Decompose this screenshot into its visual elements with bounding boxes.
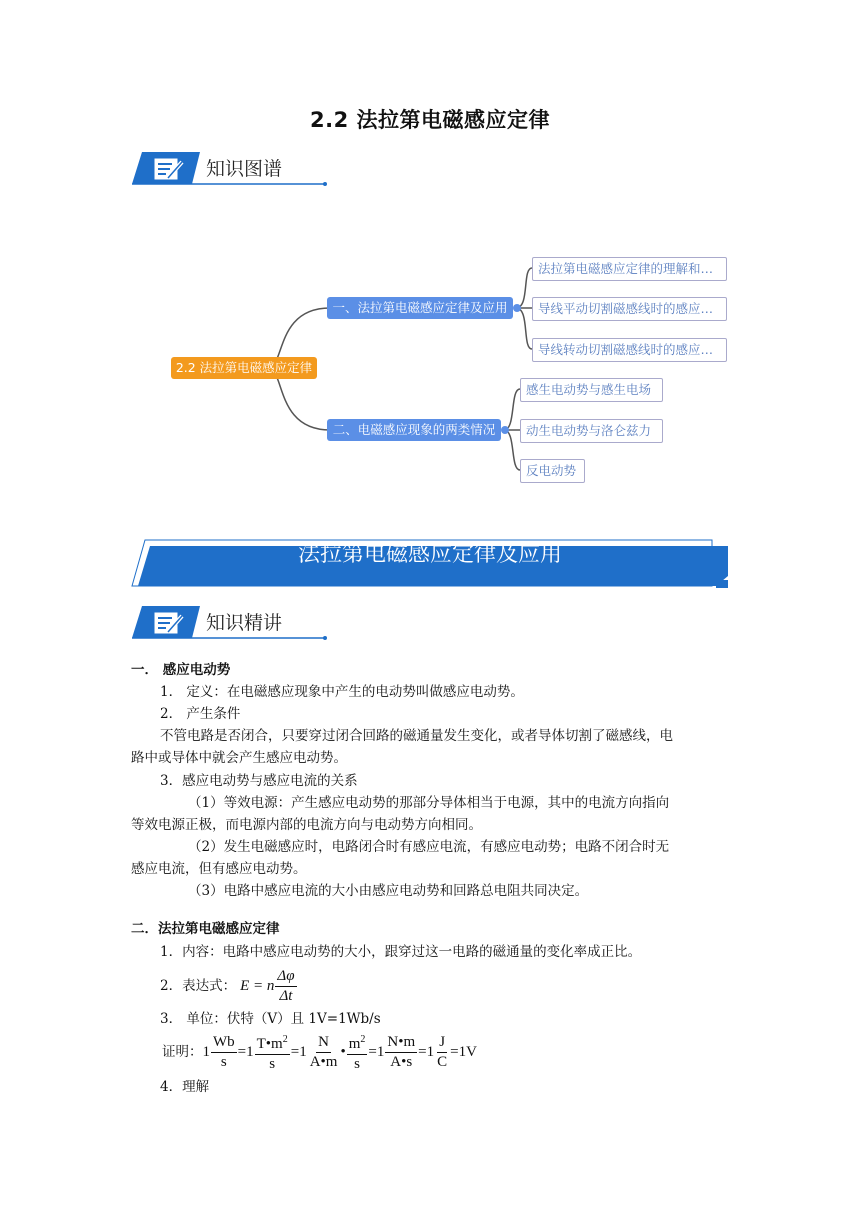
mindmap-root: 2.2 法拉第电磁感应定律: [171, 357, 317, 379]
paragraph: 1． 定义：在电磁感应现象中产生的电动势叫做感应电动势。: [160, 684, 524, 700]
formula-denominator: Δt: [279, 987, 293, 1004]
proof-line: [162, 1030, 477, 1074]
proof-formula: 1 $\frac{Wb}{s}$ =1 $\frac{T•m^2}{s}$ =1 $\frac{N}{A•m}$ • $\frac{m^2}{s}$ =1 $\frac{N•m}{A•s}$ =1 $\frac{J}{C}$ =1V: [203, 1030, 477, 1074]
paragraph: 不管电路是否闭合，只要穿过闭合回路的磁通量发生变化，或者导体切割了磁感线，电: [160, 728, 673, 744]
mindmap-branch-1: 一、法拉第电磁感应定律及应用: [327, 297, 513, 319]
paragraph: 等效电源正极，而电源内部的电流方向与电动势方向相同。: [131, 817, 482, 833]
paragraph: 3． 单位：伏特（V）且 1V=1Wb/s: [160, 1011, 381, 1027]
paragraph: （1）等效电源：产生感应电动势的那部分导体相当于电源，其中的电流方向指向: [188, 795, 670, 811]
paragraph: 4．理解: [160, 1079, 210, 1095]
section-header-knowledge-lecture: [130, 604, 330, 644]
paragraph: 感应电流，但有感应电动势。: [131, 861, 307, 877]
heading-2: 二．法拉第电磁感应定律: [131, 921, 280, 937]
mindmap-leaf: 动生电动势与洛仑兹力: [520, 419, 663, 443]
formula-line: [160, 964, 298, 1008]
banner-title: 法拉第电磁感应定律及应用: [297, 542, 562, 567]
heading-1: 一． 感应电动势: [131, 662, 231, 678]
mindmap-leaf: 感生电动势与感生电场: [520, 378, 663, 402]
formula-lhs: E = n: [240, 978, 275, 994]
mindmap-leaf: 导线转动切割磁感线时的感应…: [532, 338, 727, 362]
mindmap-leaf: 导线平动切割磁感线时的感应…: [532, 297, 727, 321]
mind-map: [0, 240, 860, 500]
paragraph: （3）电路中感应电流的大小由感应电动势和回路总电阻共同决定。: [188, 883, 589, 899]
section-label: 知识精讲: [206, 612, 283, 634]
paragraph: 3．感应电动势与感应电流的关系: [160, 773, 358, 789]
formula-label: 2．表达式：: [160, 978, 237, 994]
paragraph: 1．内容：电路中感应电动势的大小，跟穿过这一电路的磁通量的变化率成正比。: [160, 944, 642, 960]
section-label: 知识图谱: [206, 158, 283, 180]
mindmap-branch-2: 二、电磁感应现象的两类情况: [327, 419, 501, 441]
page-title: 2.2 法拉第电磁感应定律: [309, 108, 550, 132]
formula-fraction: [275, 967, 296, 1006]
mindmap-leaf: 反电动势: [520, 459, 585, 483]
section-header-knowledge-map: [130, 150, 330, 190]
paragraph: 路中或导体中就会产生感应电动势。: [131, 750, 347, 766]
mindmap-leaf: 法拉第电磁感应定律的理解和…: [532, 257, 727, 281]
proof-label: 证明：: [162, 1044, 203, 1060]
paragraph: （2）发生电磁感应时，电路闭合时有感应电流，有感应电动势；电路不闭合时无: [188, 839, 670, 855]
paragraph: 2． 产生条件: [160, 706, 241, 722]
formula-numerator: Δφ: [275, 967, 296, 987]
